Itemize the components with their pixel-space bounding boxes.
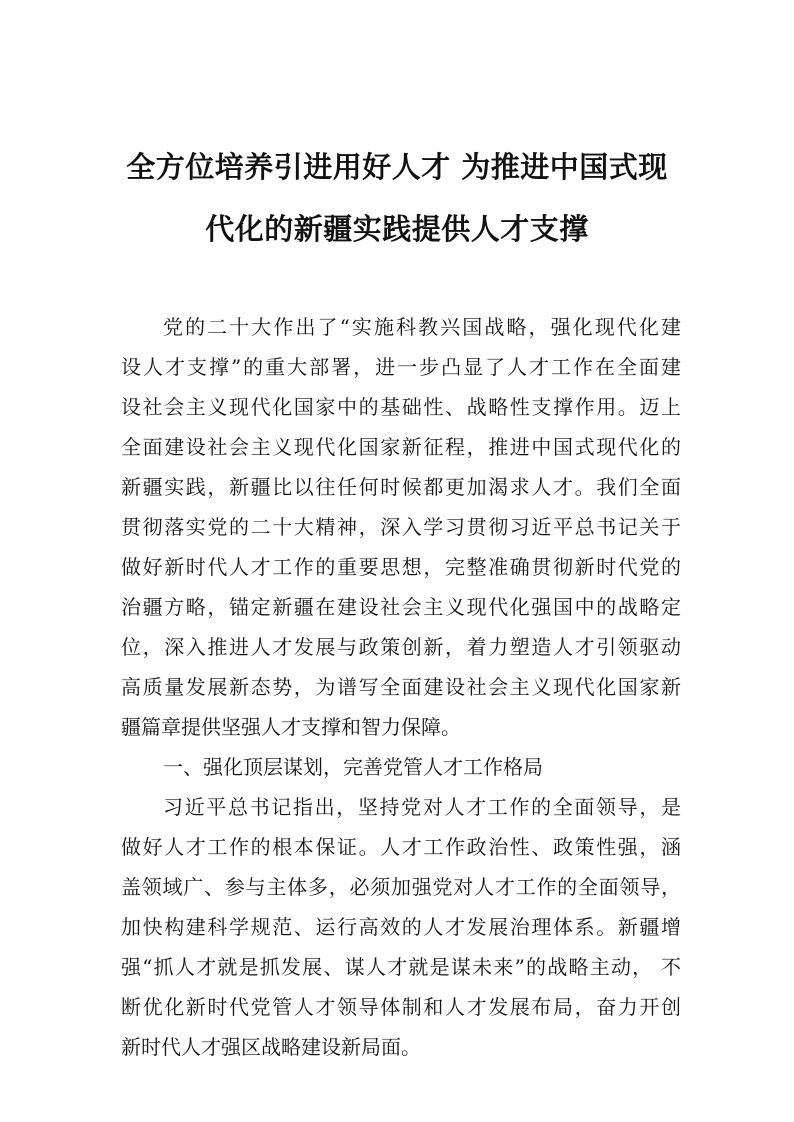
paragraph-line: 位，深入推进人才发展与政策创新，着力塑造人才引领驱动 (121, 635, 681, 659)
paragraph-line: 全面建设社会主义现代化国家新征程，推进中国式现代化的 (121, 435, 681, 459)
paragraph-line: 新疆实践，新疆比以往任何时候都更加渴求人才。我们全面 (121, 475, 681, 499)
paragraph-line: 设人才支撑”的重大部署，进一步凸显了人才工作在全面建 (121, 355, 681, 379)
paragraph-line: 断优化新时代党管人才领导体制和人才发展布局，奋力开创 (121, 995, 681, 1019)
paragraph-line: 党的二十大作出了“实施科教兴国战略，强化现代化建 (163, 315, 681, 339)
paragraph-line: 设社会主义现代化国家中的基础性、战略性支撑作用。迈上 (121, 395, 681, 419)
paragraph-line: 加快构建科学规范、运行高效的人才发展治理体系。新疆增 (121, 915, 681, 939)
paragraph-line: 高质量发展新态势，为谱写全面建设社会主义现代化国家新 (121, 675, 681, 699)
document-title-line-2: 代化的新疆实践提供人才支撑 (205, 212, 589, 246)
section-heading: 一、强化顶层谋划，完善党管人才工作格局 (163, 755, 543, 779)
paragraph-line: 盖领域广、参与主体多，必须加强党对人才工作的全面领导， (121, 875, 681, 899)
paragraph-line: 疆篇章提供坚强人才支撑和智力保障。 (121, 715, 461, 739)
paragraph-line: 治疆方略，锚定新疆在建设社会主义现代化强国中的战略定 (121, 595, 681, 619)
paragraph-line: 贯彻落实党的二十大精神，深入学习贯彻习近平总书记关于 (121, 515, 681, 539)
paragraph-line: 做好新时代人才工作的重要思想，完整准确贯彻新时代党的 (121, 555, 681, 579)
document-title-line-1: 全方位培养引进用好人才 为推进中国式现 (126, 150, 668, 184)
paragraph-line: 强“抓人才就是抓发展、谋人才就是谋未来”的战略主动， 不 (121, 955, 681, 979)
paragraph-line: 习近平总书记指出，坚持党对人才工作的全面领导，是 (163, 795, 681, 819)
paragraph-line: 做好人才工作的根本保证。人才工作政治性、政策性强，涵 (121, 835, 681, 859)
paragraph-line: 新时代人才强区战略建设新局面。 (121, 1035, 421, 1059)
